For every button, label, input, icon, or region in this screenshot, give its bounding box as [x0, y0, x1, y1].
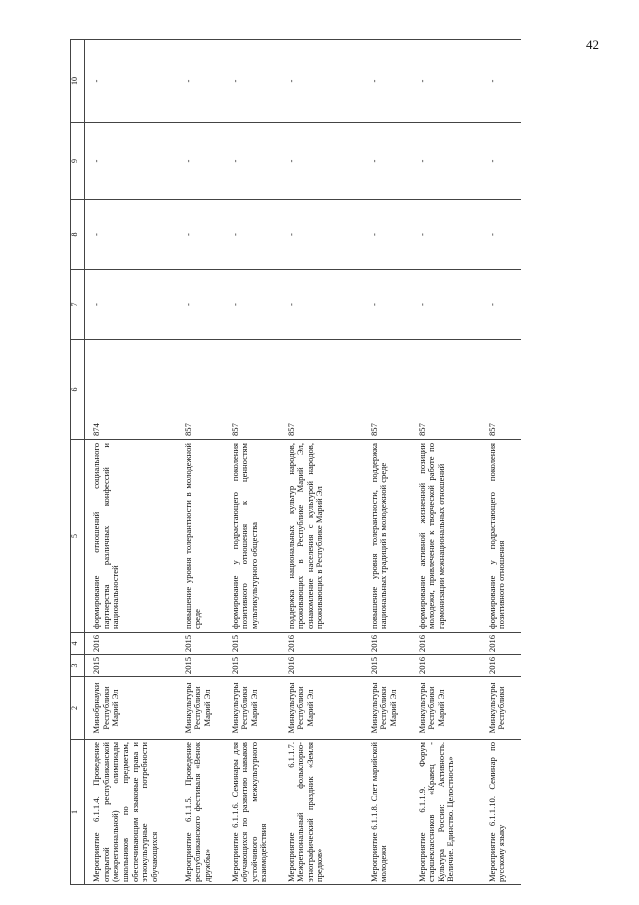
value-cell: - — [280, 270, 363, 340]
end-year-cell: 2016 — [411, 633, 481, 655]
column-header: 5 — [71, 440, 85, 633]
executor-cell: Минобрнауки Республики Марий Эл — [85, 677, 177, 740]
end-year-cell: 2016 — [481, 633, 521, 655]
executor-cell: Минкультуры Республики Марий Эл — [280, 677, 363, 740]
value-cell: - — [224, 200, 280, 270]
value-cell: - — [411, 270, 481, 340]
column-number-row — [71, 40, 85, 885]
value-cell: - — [224, 40, 280, 123]
table-row — [280, 40, 363, 885]
start-year-cell: 2015 — [85, 655, 177, 677]
table-row — [85, 40, 177, 885]
column-header: 3 — [71, 655, 85, 677]
code-cell: 857 — [224, 340, 280, 440]
column-header: 9 — [71, 123, 85, 200]
table-row — [224, 40, 280, 885]
column-header: 4 — [71, 633, 85, 655]
column-header: 1 — [71, 740, 85, 885]
start-year-cell: 2015 — [224, 655, 280, 677]
column-header: 7 — [71, 270, 85, 340]
activity-name-cell: Мероприятие 6.1.1.9. Форум старшеклассников «Кравец - Культура России: Активность. Величие. Единство. Целостность» — [411, 740, 481, 885]
start-year-cell: 2016 — [411, 655, 481, 677]
executor-cell: Минкультуры Республики — [481, 677, 521, 740]
activity-name-cell: Мероприятие 6.1.1.6. Семинары для обучающихся по развитию навыков устойчивого межкультурного взаимодействия — [224, 740, 280, 885]
value-cell: - — [280, 40, 363, 123]
column-header: 10 — [71, 40, 85, 123]
value-cell: - — [481, 270, 521, 340]
start-year-cell: 2016 — [481, 655, 521, 677]
activity-name-cell: Мероприятие 6.1.1.10. Семинар по русскому языку — [481, 740, 521, 885]
value-cell: - — [411, 40, 481, 123]
table-row — [411, 40, 481, 885]
value-cell: - — [85, 123, 177, 200]
column-header: 2 — [71, 677, 85, 740]
value-cell: - — [224, 270, 280, 340]
value-cell: - — [85, 40, 177, 123]
end-year-cell: 2015 — [224, 633, 280, 655]
column-header: 6 — [71, 340, 85, 440]
end-year-cell: 2016 — [85, 633, 177, 655]
value-cell: - — [411, 200, 481, 270]
code-cell: 857 — [481, 340, 521, 440]
executor-cell: Минкультуры Республики Марий Эл — [363, 677, 411, 740]
value-cell: - — [224, 123, 280, 200]
value-cell: - — [177, 270, 224, 340]
column-header: 8 — [71, 200, 85, 270]
code-cell: 857 — [363, 340, 411, 440]
table-row — [363, 40, 411, 885]
code-cell: 857 — [280, 340, 363, 440]
code-cell: 874 — [85, 340, 177, 440]
activity-name-cell: Мероприятие 6.1.1.4. Проведение открытой республиканской (межрегиональной) олимпиады школьников по предметам, обеспечивающим языковые права и этнокультурные потребности обучающихся — [85, 740, 177, 885]
value-cell: - — [177, 123, 224, 200]
expected-result-cell: формирование у подрастающего поколения позитивного отношения — [481, 440, 521, 633]
start-year-cell: 2015 — [363, 655, 411, 677]
value-cell: - — [363, 40, 411, 123]
code-cell: 857 — [177, 340, 224, 440]
expected-result-cell: формирование активной жизненной позиции молодежи, привлечение к творческой работе по гармонизации межнациональных отношений — [411, 440, 481, 633]
value-cell: - — [85, 200, 177, 270]
activity-name-cell: Мероприятие 6.1.1.8. Слет марийской молодежи — [363, 740, 411, 885]
value-cell: - — [481, 123, 521, 200]
activity-name-cell: Мероприятие 6.1.1.7. Межрегиональный фольклорно-этнографический праздник «Земля предков» — [280, 740, 363, 885]
program-activities-table — [70, 39, 521, 885]
expected-result-cell: формирование у подрастающего поколения позитивного отношения к ценностям мультикультурного общества — [224, 440, 280, 633]
code-cell: 857 — [411, 340, 481, 440]
table-row — [177, 40, 224, 885]
rotated-table-container — [70, 40, 610, 885]
expected-result-cell: поддержка национальных культур народов, проживающих в Республике Марий Эл, ознакомление населения с культурой народов, проживающих в Республике Марий Эл — [280, 440, 363, 633]
table-row — [481, 40, 521, 885]
value-cell: - — [177, 40, 224, 123]
end-year-cell: 2015 — [177, 633, 224, 655]
value-cell: - — [280, 200, 363, 270]
value-cell: - — [177, 200, 224, 270]
expected-result-cell: повышение уровня толерантности в молодежной среде — [177, 440, 224, 633]
end-year-cell: 2016 — [363, 633, 411, 655]
value-cell: - — [363, 200, 411, 270]
executor-cell: Минкультуры Республики Марий Эл — [224, 677, 280, 740]
start-year-cell: 2015 — [177, 655, 224, 677]
executor-cell: Минкультуры Республики Марий Эл — [177, 677, 224, 740]
page-number: 42 — [586, 37, 599, 52]
value-cell: - — [363, 270, 411, 340]
activity-name-cell: Мероприятие 6.1.1.5. Проведение республиканского фестиваля «Венок дружбы» — [177, 740, 224, 885]
value-cell: - — [280, 123, 363, 200]
start-year-cell: 2016 — [280, 655, 363, 677]
executor-cell: Минкультуры Республики Марий Эл — [411, 677, 481, 740]
value-cell: - — [85, 270, 177, 340]
value-cell: - — [481, 40, 521, 123]
value-cell: - — [411, 123, 481, 200]
value-cell: - — [481, 200, 521, 270]
expected-result-cell: повышение уровня толерантности, поддержка национальных традиций в молодежной среде — [363, 440, 411, 633]
end-year-cell: 2016 — [280, 633, 363, 655]
value-cell: - — [363, 123, 411, 200]
expected-result-cell: формирование отношений социального партнерства различных конфессий и национальностей — [85, 440, 177, 633]
